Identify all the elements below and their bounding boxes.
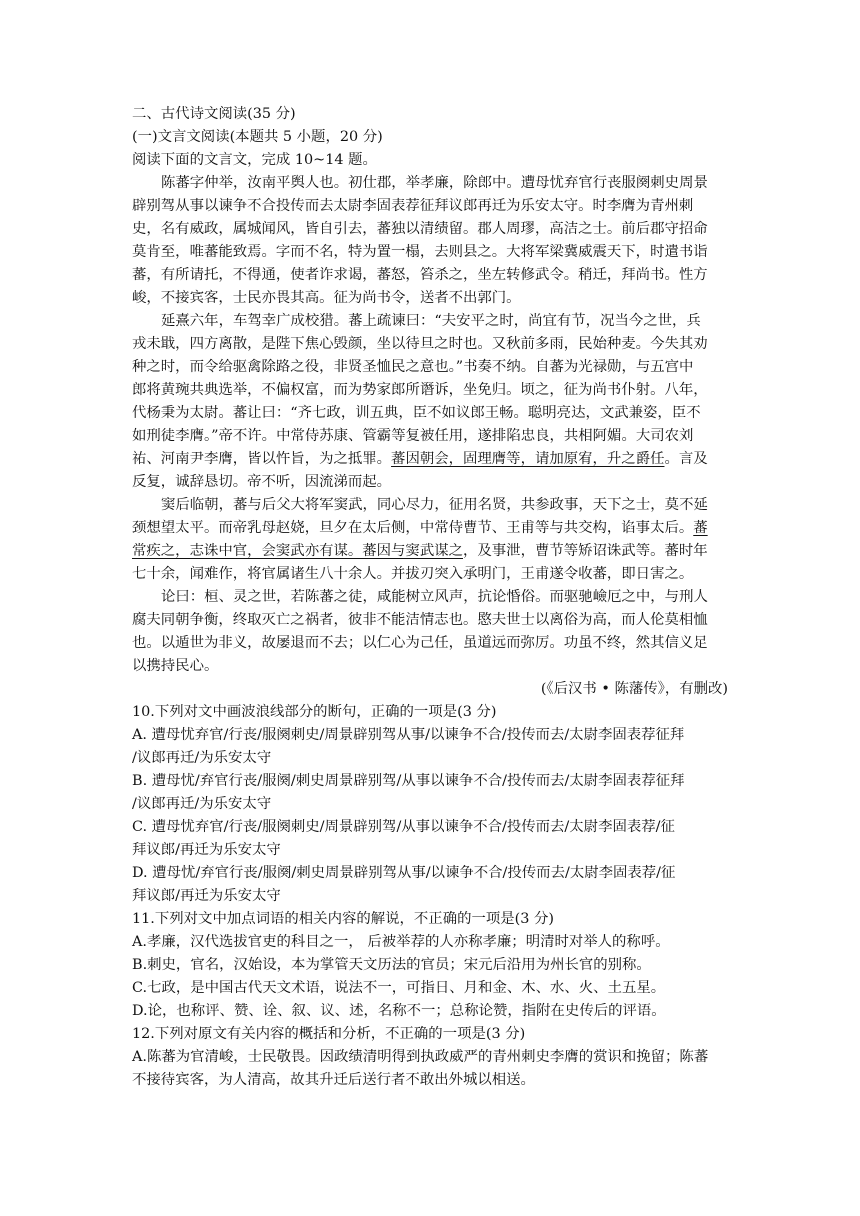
- passage-source: (《后汉书 • 陈藩传》，有删改): [540, 681, 728, 697]
- option-a: A.陈蕃为官清峻，士民敬畏。因政绩清明得到执政威严的青州刺史李膺的赏识和挽留；陈蕃: [132, 1049, 709, 1065]
- option-c: C.七政，是中国古代天文术语，说法不一，可指日、月和金、木、水、火、土五星。: [132, 980, 666, 996]
- option-d-cont: 拜议郎/再迁为乐安太守: [132, 888, 281, 904]
- option-c: C. 遭母忧弃官/行丧/服阕刺史/周景辟别驾/从事以谏争不合/投传而去/太尉李固表荐/征: [132, 819, 675, 835]
- passage-line: [132, 517, 740, 540]
- passage-line: 以携持民心。: [132, 658, 219, 674]
- option-a-cont: 不接待宾客，为人清高，故其升迁后送行者不敢出外城以相送。: [132, 1072, 535, 1088]
- option-a-cont: /议郎再迁/为乐安太守: [132, 750, 272, 766]
- underlined-sentence: 常疾之，志诛中官，会窦武亦有谋。蕃因与窦武谋之: [132, 543, 463, 559]
- passage-line: 反复，诚辞恳切。帝不听，因流涕而起。: [132, 474, 392, 490]
- option-b: B. 遭母忧/弃官行丧/服阕/刺史周景辟别驾/从事以谏争不合/投传而去/太尉李固表荐征拜: [132, 773, 685, 789]
- question-stem: 12.下列对原文有关内容的概括和分析，不正确的一项是(3 分): [132, 1026, 526, 1042]
- passage-line: 窦后临朝，蕃与后父大将军窦武，同心尽力，征用名贤，共参政事，天下之士，莫不延: [161, 497, 708, 513]
- section-subtitle: (一)文言文阅读(本题共 5 小题，20 分): [132, 129, 383, 145]
- option-c-cont: 拜议郎/再迁为乐安太守: [132, 842, 281, 858]
- passage-text: 祐、河南尹李膺，皆以忤旨，为之抵罪。: [132, 451, 392, 467]
- option-a: A.孝廉，汉代选拔官吏的科目之一， 后被举荐的人亦称孝廉；明清时对举人的称呼。: [132, 934, 670, 950]
- passage-line: 延熹六年，车驾幸广成校猎。蕃上疏谏曰：“夫安平之时，尚宜有节，况当今之世，兵: [161, 313, 701, 329]
- passage-line: 论曰：桓、灵之世，若陈蕃之徒，咸能树立风声，抗论惛俗。而驱驰嶮厄之中，与刑人: [161, 589, 708, 605]
- passage-line: 郎将黄琬共典选举，不偏权富，而为势家郎所谮诉，坐免归。顷之，征为尚书仆射。八年，: [132, 382, 708, 398]
- passage-line: 代杨秉为太尉。蕃让曰：“齐七政，训五典，臣不如议郎王畅。聪明亮达，文武兼姿，臣不: [132, 405, 701, 421]
- passage-line: 蕃，有所请托，不得通，使者诈求谒，蕃怒，笞杀之，坐左转修武令。稍迁，拜尚书。性方: [132, 267, 708, 283]
- passage-line: 辟别驾从事以谏争不合投传而去太尉李固表荐征拜议郎再迁为乐安太守。时李膺为青州刺: [132, 198, 694, 214]
- passage-paragraph-1: [132, 172, 740, 310]
- question-11: [132, 908, 740, 1023]
- passage-line: 七十余，闻难作，将官属诸生八十余人。并拔刃突入承明门，王甫遂令收蕃，即日害之。: [132, 566, 694, 582]
- section-title: 二、古代诗文阅读(35 分): [132, 106, 296, 122]
- passage-text: ，及事泄，曹节等矫诏诛武等。蕃时年: [463, 543, 708, 559]
- option-b: B.刺史，官名，汉始设，本为掌管天文历法的官员；宋元后沿用为州长官的别称。: [132, 957, 651, 973]
- question-10: [132, 701, 740, 908]
- exam-page: [132, 103, 740, 1092]
- passage-line: 莫肯至，唯蕃能致焉。字而不名，特为置一榻，去则县之。大将军梁冀威震天下，时遣书诣: [132, 244, 708, 260]
- passage-text: 颈想望太平。而帝乳母赵娆，旦夕在太后侧，中常侍曹节、王甫等与共交构，谄事太后。: [132, 520, 694, 536]
- passage-text: 。言及: [664, 451, 708, 467]
- instruction: 阅读下面的文言文，完成 10~14 题。: [132, 152, 377, 168]
- question-stem: 10.下列对文中画波浪线部分的断句，正确的一项是(3 分): [132, 704, 497, 720]
- passage-line: 如刑徒李膺。”帝不许。中常侍苏康、管霸等复被任用，遂排陷忠良，共相阿媚。大司农刘: [132, 428, 694, 444]
- passage-line: 种之时，而令给驱禽除路之役，非贤圣恤民之意也。”书奏不纳。自蕃为光禄勋，与五宫中: [132, 359, 694, 375]
- option-d: D.论，也称评、赞、诠、叙、议、述，名称不一；总称论赞，指附在史传后的评语。: [132, 1003, 666, 1019]
- passage-paragraph-3: [132, 494, 740, 586]
- option-a: A. 遭母忧弃官/行丧/服阕刺史/周景辟别驾从事/以谏争不合/投传而去/太尉李固表荐征拜: [132, 727, 685, 743]
- passage-line: 戎未戢，四方离散，是陛下焦心毁颜，坐以待旦之时也。又秋前多雨，民始种麦。今失其劝: [132, 336, 708, 352]
- underlined-sentence: 蕃因朝会，固理膺等，请加原宥，升之爵任: [391, 451, 665, 467]
- passage-line: [132, 448, 740, 471]
- option-d: D. 遭母忧/弃官行丧/服阕/刺史周景辟别驾从事/以谏争不合/投传而去/太尉李固表荐/征: [132, 865, 676, 881]
- question-stem: 11.下列对文中加点词语的相关内容的解说，不正确的一项是(3 分): [132, 911, 555, 927]
- passage-line: [132, 540, 740, 563]
- passage-line: 峻，不接宾客，士民亦畏其高。征为尚书令，送者不出郭门。: [132, 290, 521, 306]
- passage-paragraph-2: [132, 310, 740, 494]
- passage-line: 史，名有威政，属城闻风，皆自引去，蕃独以清绩留。郡人周璆，高洁之士。前后郡守招命: [132, 221, 708, 237]
- passage-line: 也。以遁世为非义，故屡退而不去；以仁心为己任，虽道远而弥厉。功虽不终，然其信义足: [132, 635, 708, 651]
- passage-paragraph-4: [132, 586, 740, 678]
- option-b-cont: /议郎再迁/为乐安太守: [132, 796, 272, 812]
- underlined-sentence: 蕃: [693, 520, 708, 536]
- passage-line: 腐夫同朝争衡，终取灭亡之祸者，彼非不能洁情志也。愍夫世士以离俗为高，而人伦莫相恤: [132, 612, 708, 628]
- question-12: [132, 1023, 740, 1092]
- passage-line: 陈蕃字仲举，汝南平舆人也。初仕郡，举孝廉，除郎中。遭母忧弃官行丧服阕刺史周景: [161, 175, 708, 191]
